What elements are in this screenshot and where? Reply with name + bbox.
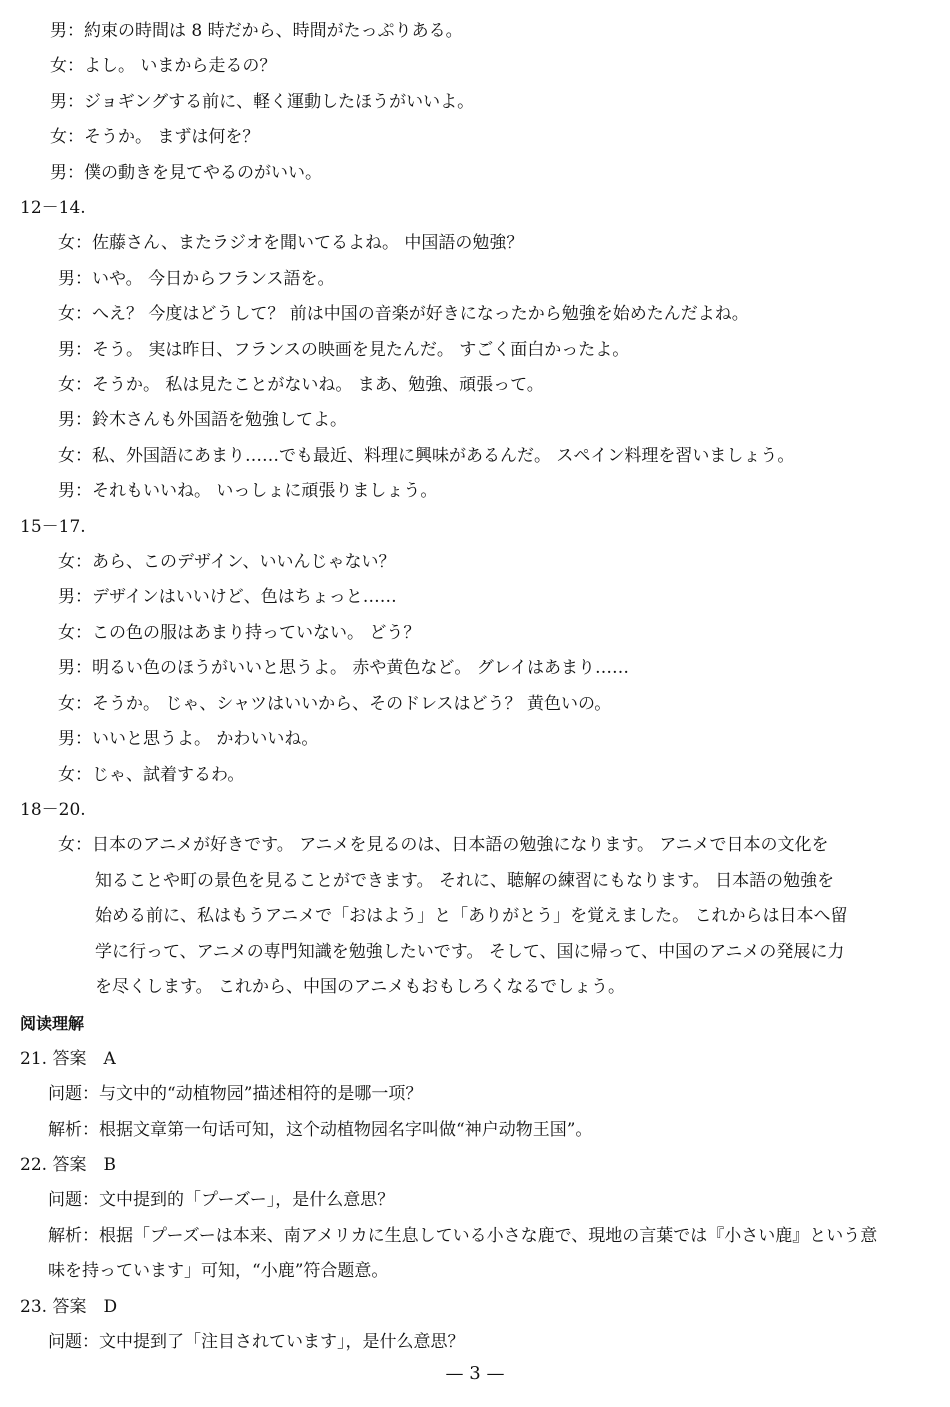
dialogue-line: 男：鈴木さんも外国語を勉強してよ。 [58, 410, 347, 430]
dialogue-line: 女：じゃ、試着するわ。 [58, 765, 245, 785]
question-line: 问题：文中提到了「注目されています」，是什么意思？ [48, 1332, 465, 1352]
dialogue-line: 男：デザインはいいけど、色はちょっと…… [58, 587, 397, 607]
section-label: 18－20. [20, 800, 86, 820]
dialogue-line: 男：明るい色のほうがいいと思うよ。 赤や黄色など。 グレイはあまり…… [58, 658, 629, 678]
dialogue-line: 女：佐藤さん、またラジオを聞いてるよね。 中国語の勉強？ [58, 233, 524, 253]
section-label: 12－14. [20, 198, 86, 218]
analysis-line: 味を持っています」可知，“小鹿”符合题意。 [48, 1261, 389, 1281]
dialogue-line: 女：私、外国語にあまり……でも最近、料理に興味があるんだ。 スペイン料理を習いましょう。 [58, 446, 795, 466]
question-line: 问题：与文中的“动植物园”描述相符的是哪一项？ [48, 1084, 423, 1104]
answer-line: 22. 答案 B [20, 1155, 116, 1175]
section-heading: 阅读理解 [20, 1014, 85, 1033]
page-number: — 3 — [445, 1363, 505, 1384]
section-label: 15－17. [20, 517, 86, 537]
monologue-line: 知ることや町の景色を見ることができます。 それに、聴解の練習にもなります。 日本語の勉強を [95, 871, 835, 891]
dialogue-line: 男：約束の時間は 8 時だから、時間がたっぷりある。 [50, 21, 463, 41]
dialogue-line: 女：この色の服はあまり持っていない。 どう？ [58, 623, 421, 643]
dialogue-line: 男：ジョギングする前に、軽く運動したほうがいいよ。 [50, 92, 475, 112]
dialogue-line: 男：いや。 今日からフランス語を。 [58, 269, 335, 289]
monologue-line: 始める前に、私はもうアニメで「おはよう」と「ありがとう」を覚えました。 これからは日本へ留 [95, 906, 848, 926]
dialogue-line: 女：へえ？ 今度はどうして？ 前は中国の音楽が好きになったから勉強を始めたんだよね。 [58, 304, 749, 324]
dialogue-line: 女：そうか。 まずは何を？ [50, 127, 260, 147]
question-line: 问题：文中提到的「プーズー」，是什么意思？ [48, 1190, 395, 1210]
dialogue-line: 男：いいと思うよ。 かわいいね。 [58, 729, 319, 749]
dialogue-line: 女：そうか。 私は見たことがないね。 まあ、勉強、頑張って。 [58, 375, 544, 395]
monologue-line: を尽くします。 これから、中国のアニメもおもしろくなるでしょう。 [95, 977, 626, 997]
analysis-line: 解析：根据「プーズーは本来、南アメリカに生息している小さな鹿で、現地の言葉では『小さい鹿』という意 [48, 1226, 878, 1246]
monologue-line: 女：日本のアニメが好きです。 アニメを見るのは、日本語の勉強になります。 アニメで日本の文化を [58, 835, 829, 855]
dialogue-line: 女：あら、このデザイン、いいんじゃない？ [58, 552, 396, 572]
dialogue-line: 男：僕の動きを見てやるのがいい。 [50, 163, 322, 183]
monologue-line: 学に行って、アニメの専門知識を勉強したいです。 そして、国に帰って、中国のアニメの発展に力 [95, 942, 845, 962]
dialogue-line: 女：よし。 いまから走るの？ [50, 56, 277, 76]
analysis-line: 解析：根据文章第一句话可知，这个动植物园名字叫做“神户动物王国”。 [48, 1120, 593, 1140]
dialogue-line: 女：そうか。 じゃ、シャツはいいから、そのドレスはどう？ 黄色いの。 [58, 694, 612, 714]
answer-line: 21. 答案 A [20, 1049, 116, 1069]
dialogue-line: 男：それもいいね。 いっしょに頑張りましょう。 [58, 481, 438, 501]
dialogue-line: 男：そう。 実は昨日、フランスの映画を見たんだ。 すごく面白かったよ。 [58, 340, 630, 360]
answer-line: 23. 答案 D [20, 1297, 118, 1317]
